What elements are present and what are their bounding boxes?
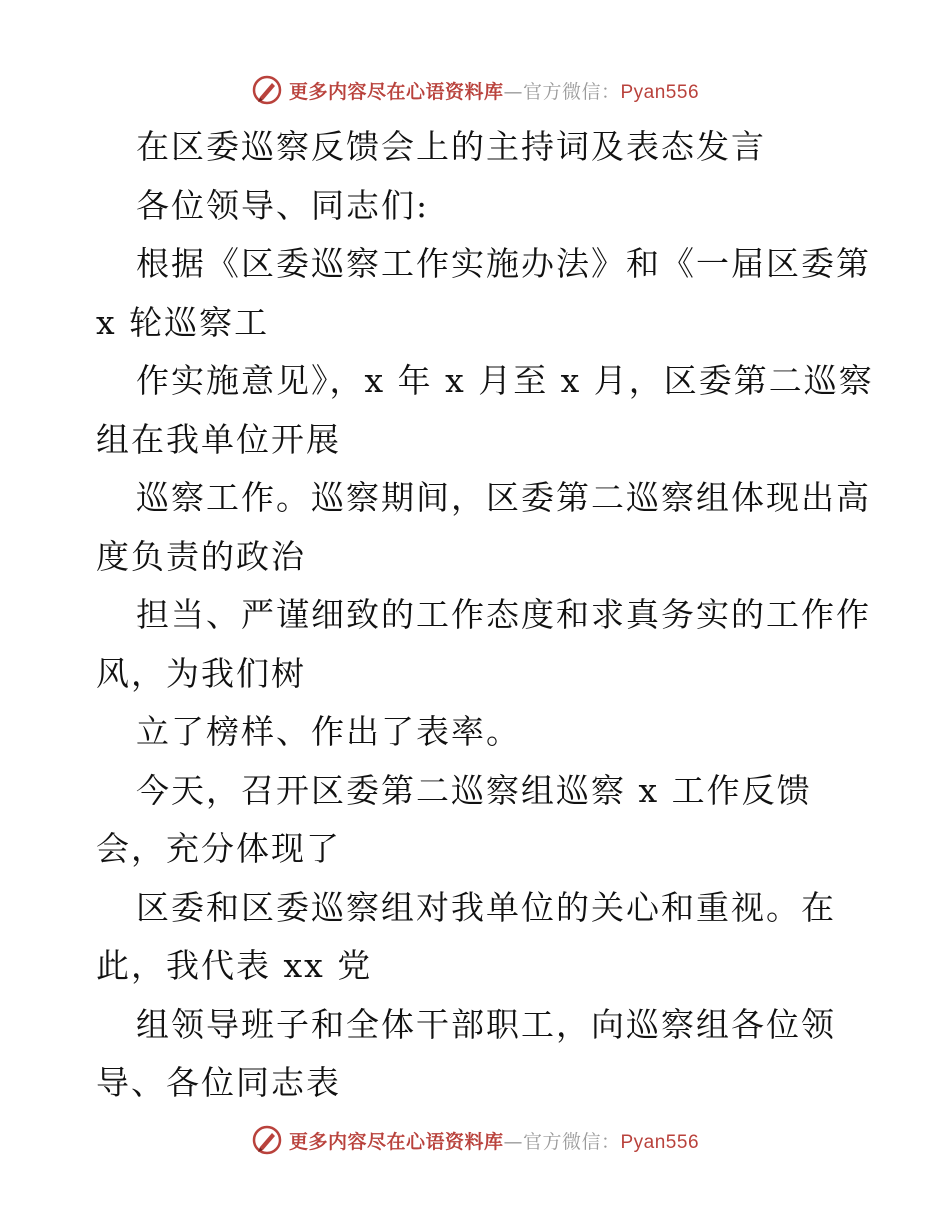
watermark-id-text: Pyan556 (620, 81, 700, 103)
text-line: 今天，召开区委第二巡察组巡察 x 工作反馈 (136, 770, 812, 810)
text-line: 根据《区委巡察工作实施办法》和《一届区委第 (136, 244, 871, 283)
watermark-dash: — (503, 1130, 523, 1153)
text-line: 立了榜样、作出了表率。 (136, 712, 521, 751)
footer-watermark (0, 1120, 950, 1160)
text-line: 作实施意见》，x 年 x 月至 x 月，区委第二巡察 (136, 361, 874, 400)
watermark-sub-text: 官方微信： (522, 80, 621, 103)
text-line: 在区委巡察反馈会上的主持词及表态发言 (136, 127, 766, 166)
text-line: 风，为我们树 (96, 653, 306, 693)
watermark-id-text: Pyan556 (620, 1131, 700, 1153)
watermark-dash: — (503, 80, 523, 103)
text-line: 担当、严谨细致的工作态度和求真务实的工作作 (136, 595, 871, 634)
watermark-main-text: 更多内容尽在心语资料库 (288, 80, 504, 103)
pen-logo-icon (251, 74, 283, 106)
text-line: 各位领导、同志们: (136, 185, 430, 225)
text-line: 组在我单位开展 (96, 419, 341, 459)
text-line: 组领导班子和全体干部职工，向巡察组各位领 (136, 1004, 836, 1044)
header-watermark (0, 70, 950, 110)
text-line: 导、各位同志表 (96, 1063, 341, 1102)
text-line: 区委和区委巡察组对我单位的关心和重视。在 (136, 887, 836, 927)
document-body (96, 118, 874, 1113)
watermark-main-text: 更多内容尽在心语资料库 (288, 1130, 504, 1153)
pen-logo-icon (251, 1124, 283, 1156)
text-line: 巡察工作。巡察期间，区委第二巡察组体现出高 (136, 478, 871, 517)
text-line: 度负责的政治 (96, 536, 306, 576)
text-line: 此，我代表 xx 党 (96, 946, 373, 985)
text-line: 会，充分体现了 (96, 829, 341, 868)
watermark-sub-text: 官方微信： (522, 1130, 621, 1153)
text-line: x 轮巡察工 (96, 302, 270, 342)
